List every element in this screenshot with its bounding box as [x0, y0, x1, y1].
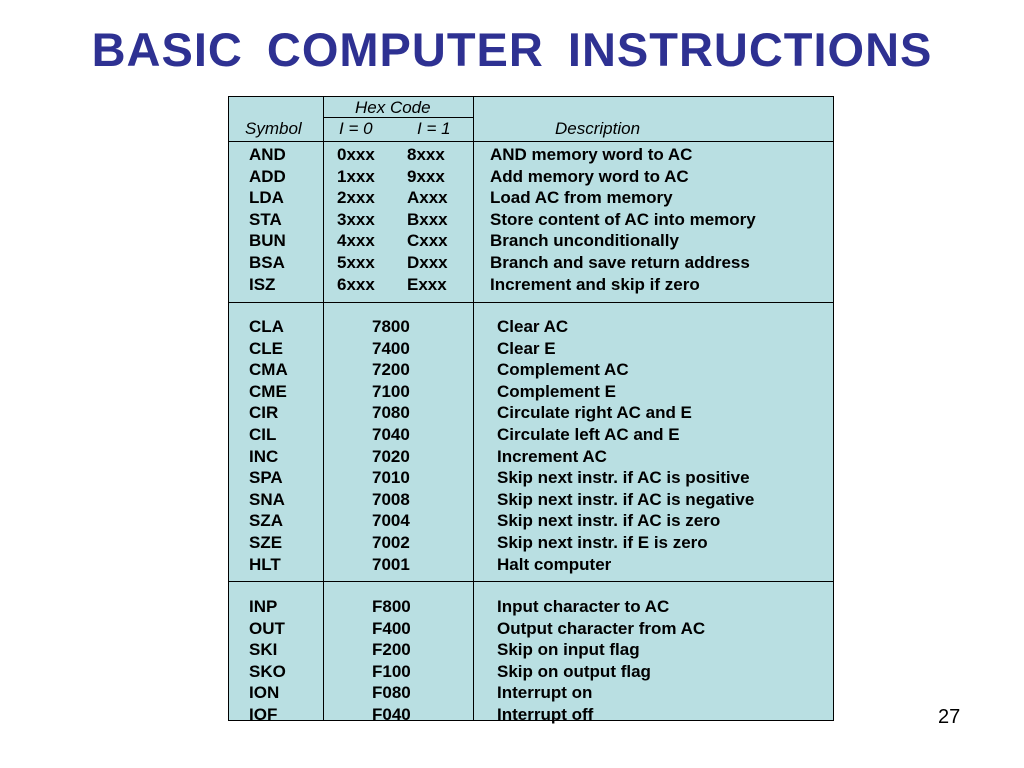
table-row	[229, 532, 835, 554]
symbol-cell: BSA	[249, 253, 285, 272]
hex-i1-cell: Bxxx	[407, 209, 448, 229]
symbol-cell: SKI	[249, 640, 278, 660]
hex-code-cell: 7004	[372, 511, 410, 531]
hex-i0-cell: 5xxx	[337, 253, 375, 272]
description-cell: Skip next instr. if AC is negative	[497, 489, 755, 509]
symbol-cell: CIL	[249, 425, 277, 444]
table-row	[229, 252, 835, 274]
table-row	[229, 359, 835, 381]
description-cell: Skip on output flag	[497, 661, 651, 681]
description-cell: Add memory word to AC	[490, 166, 689, 186]
description-cell: Load AC from memory	[490, 188, 673, 208]
symbol-cell: ADD	[249, 166, 286, 186]
description-cell: Circulate right AC and E	[497, 403, 692, 423]
table-row	[229, 446, 835, 468]
description-cell: Increment and skip if zero	[490, 274, 700, 294]
table-row	[229, 510, 835, 532]
hex-code-cell: 7800	[372, 317, 410, 336]
table-row	[229, 639, 835, 661]
description-cell: Circulate left AC and E	[497, 425, 680, 444]
symbol-cell: CLE	[249, 338, 283, 358]
hex-i0-cell: 6xxx	[337, 274, 375, 294]
hex-code-cell: 7100	[372, 381, 410, 401]
table-row	[229, 618, 835, 640]
description-cell: Store content of AC into memory	[490, 209, 756, 229]
hex-i1-cell: Dxxx	[407, 253, 448, 272]
hex-i1-cell: Axxx	[407, 188, 448, 208]
hex-code-cell: 7010	[372, 468, 410, 488]
symbol-cell: SPA	[249, 468, 283, 488]
instruction-table	[228, 96, 834, 724]
table-row	[229, 704, 835, 726]
hex-i0-cell: 1xxx	[337, 166, 375, 186]
symbol-cell: INP	[249, 597, 278, 616]
symbol-cell: AND	[249, 145, 286, 164]
description-cell: AND memory word to AC	[490, 145, 693, 164]
hex-code-cell: F080	[372, 683, 411, 703]
symbol-cell: CLA	[249, 317, 284, 336]
description-cell: Skip next instr. if E is zero	[497, 533, 708, 552]
hex-code-cell: F040	[372, 705, 411, 724]
table-row	[229, 424, 835, 446]
hex-code-header: Hex Code	[355, 98, 431, 117]
i1-header: I = 1	[417, 119, 451, 138]
hex-i0-cell: 2xxx	[337, 188, 375, 208]
table-row	[229, 166, 835, 188]
symbol-cell: CMA	[249, 360, 288, 380]
i0-header: I = 0	[339, 119, 373, 138]
table-row	[229, 596, 835, 618]
table-row	[229, 230, 835, 252]
hex-code-cell: 7200	[372, 360, 410, 380]
hex-code-cell: 7020	[372, 446, 410, 466]
description-cell: Interrupt off	[497, 705, 594, 724]
description-cell: Input character to AC	[497, 597, 670, 616]
table-row	[229, 274, 835, 296]
symbol-cell: SNA	[249, 489, 285, 509]
table-row	[229, 661, 835, 683]
hex-code-cell: 7400	[372, 338, 410, 358]
symbol-cell: IOF	[249, 705, 278, 724]
description-cell: Skip next instr. if AC is zero	[497, 511, 721, 531]
table-row	[229, 467, 835, 489]
description-cell: Output character from AC	[497, 618, 706, 638]
hex-code-cell: F100	[372, 661, 411, 681]
table-row	[229, 381, 835, 403]
section-divider-register	[229, 581, 833, 582]
slide-title: BASIC COMPUTER INSTRUCTIONS	[91, 23, 933, 76]
symbol-cell: CIR	[249, 403, 279, 423]
table-row	[229, 144, 835, 166]
table-row	[229, 316, 835, 338]
description-cell: Skip on input flag	[497, 640, 640, 660]
table-row	[229, 402, 835, 424]
symbol-cell: INC	[249, 446, 279, 466]
page-number: 27	[938, 706, 961, 728]
symbol-cell: ISZ	[249, 274, 276, 294]
hex-code-cell: 7001	[372, 554, 410, 574]
description-cell: Skip next instr. if AC is positive	[497, 468, 750, 488]
description-cell: Clear AC	[497, 317, 569, 336]
hex-i1-cell: Exxx	[407, 274, 447, 294]
symbol-cell: SZE	[249, 533, 283, 552]
hex-i0-cell: 3xxx	[337, 209, 375, 229]
hex-code-cell: 7080	[372, 403, 410, 423]
symbol-cell: BUN	[249, 231, 286, 251]
section-divider-memory	[229, 302, 833, 303]
header-divider	[229, 141, 833, 142]
description-cell: Increment AC	[497, 446, 607, 466]
symbol-cell: OUT	[249, 618, 285, 638]
description-header: Description	[555, 119, 641, 138]
symbol-cell: ION	[249, 683, 280, 703]
description-cell: Complement E	[497, 381, 617, 401]
hex-code-cell: 7008	[372, 489, 410, 509]
description-cell: Clear E	[497, 338, 556, 358]
symbol-header: Symbol	[245, 119, 302, 138]
hex-i1-cell: 8xxx	[407, 145, 445, 164]
symbol-cell: LDA	[249, 188, 284, 208]
table-row	[229, 489, 835, 511]
symbol-cell: CME	[249, 381, 287, 401]
table-row	[229, 209, 835, 231]
hex-i0-cell: 4xxx	[337, 231, 375, 251]
hex-code-cell: F400	[372, 618, 411, 638]
symbol-cell: SKO	[249, 661, 286, 681]
hex-i0-cell: 0xxx	[337, 145, 375, 164]
hex-code-cell: F200	[372, 640, 411, 660]
table-row	[229, 554, 835, 576]
table-row	[229, 682, 835, 704]
table-row	[229, 187, 835, 209]
symbol-cell: SZA	[249, 511, 283, 531]
table-row	[229, 338, 835, 360]
hex-code-cell: 7002	[372, 533, 410, 552]
hex-code-cell: 7040	[372, 425, 410, 444]
hex-i1-cell: 9xxx	[407, 166, 445, 186]
description-cell: Interrupt on	[497, 683, 593, 703]
symbol-cell: STA	[249, 209, 282, 229]
hex-i1-cell: Cxxx	[407, 231, 448, 251]
description-cell: Branch unconditionally	[490, 231, 679, 251]
hex-code-cell: F800	[372, 597, 411, 616]
description-cell: Halt computer	[497, 554, 612, 574]
description-cell: Complement AC	[497, 360, 629, 380]
symbol-cell: HLT	[249, 554, 281, 574]
description-cell: Branch and save return address	[490, 253, 750, 272]
